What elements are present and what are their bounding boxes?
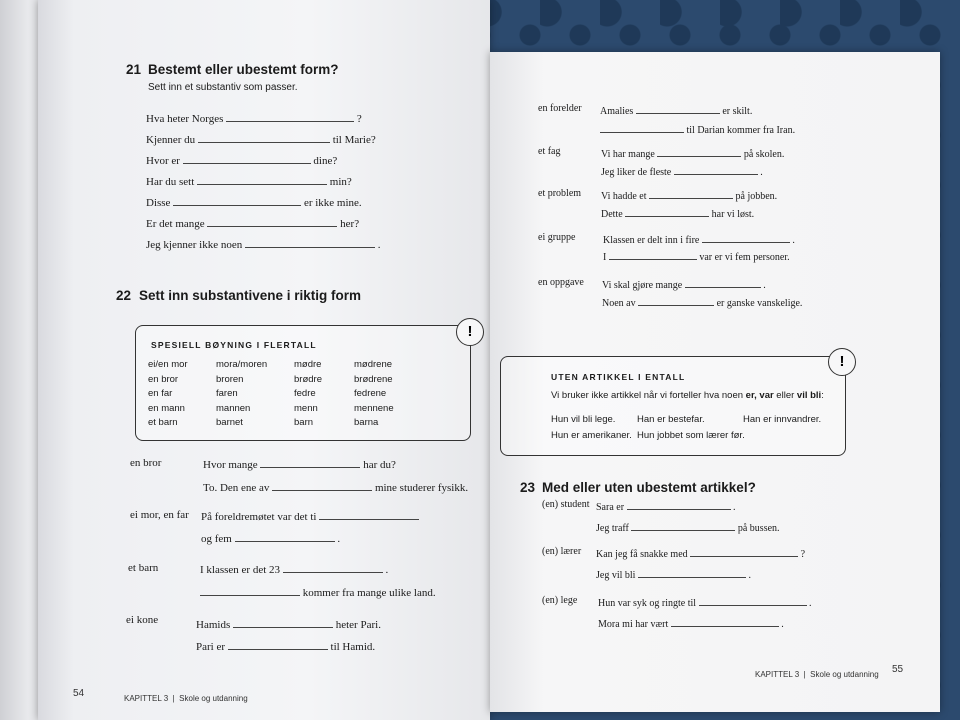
plural-box [135, 325, 471, 441]
right-line: Noen av er ganske vanskelige. [602, 295, 802, 309]
plural-box-title: SPESIELL BØYNING I FLERTALL [151, 340, 317, 350]
ex21-number: 21 [126, 62, 142, 77]
article-box-rule: Vi bruker ikke artikkel når vi forteller hva noen er, var eller vil bli: [551, 390, 824, 401]
box-cell: faren [216, 388, 238, 399]
ex22-word: et barn [128, 562, 159, 574]
article-box-title: UTEN ARTIKKEL I ENTALL [551, 372, 686, 382]
box-cell: ei/en mor [148, 359, 188, 370]
box-cell: mannen [216, 403, 251, 414]
ex22-line: I klassen er det 23 . [200, 564, 389, 576]
box-cell: brødrene [354, 374, 393, 385]
right-line: Vi har mange på skolen. [601, 146, 784, 160]
article-example: Han er bestefar. [637, 414, 705, 425]
footer-left: KAPITTEL 3 | Skole og utdanning [124, 694, 248, 703]
left-page [38, 0, 490, 720]
ex22-line: Pari er til Hamid. [196, 641, 376, 653]
right-line: Amalies er skilt. [600, 103, 752, 117]
box-cell: mødrene [354, 359, 393, 370]
article-example: Hun jobbet som lærer før. [637, 430, 745, 441]
ex21-instruction: Sett inn et substantiv som passer. [148, 82, 298, 93]
ex21-line: Har du sett min? [146, 176, 352, 188]
box-cell: mennene [354, 403, 394, 414]
ex22-word: ei kone [126, 614, 159, 626]
box-cell: en mann [148, 403, 185, 414]
right-line: Vi hadde et på jobben. [601, 188, 777, 202]
ex21-line: Jeg kjenner ikke noen . [146, 239, 381, 251]
box-cell: barna [354, 417, 379, 428]
footer-right: KAPITTEL 3 | Skole og utdanning [755, 670, 879, 679]
right-line: Klassen er delt inn i fire . [603, 232, 795, 246]
ex23-line: Kan jeg få snakke med ? [596, 546, 805, 560]
ex23-line: Sara er . [596, 499, 736, 513]
right-word: et problem [538, 188, 582, 199]
ex22-line: og fem . [201, 533, 341, 545]
ex22-line: kommer fra mange ulike land. [200, 585, 436, 599]
box-cell: mødre [294, 359, 322, 370]
box-cell: fedrene [354, 388, 387, 399]
ex21-line: Disse er ikke mine. [146, 197, 362, 209]
ex23-line: Hun var syk og ringte til . [598, 595, 812, 609]
ex23-word: (en) lege [542, 595, 578, 606]
box-cell: menn [294, 403, 318, 414]
right-line: Dette har vi løst. [601, 206, 754, 220]
article-example: Hun vil bli lege. [551, 414, 616, 425]
box-cell: barn [294, 417, 314, 428]
right-line: I var er vi fem personer. [603, 249, 790, 263]
ex22-number: 22 [116, 288, 132, 303]
box-cell: et barn [148, 417, 178, 428]
article-example: Han er innvandrer. [743, 414, 822, 425]
ex21-line: Hvor er dine? [146, 155, 338, 167]
article-example: Hun er amerikaner. [551, 430, 632, 441]
ex22-word: en bror [130, 457, 162, 469]
ex21-line: Hva heter Norges ? [146, 113, 362, 125]
right-page [490, 52, 940, 712]
box-cell: brødre [294, 374, 322, 385]
exclamation-icon: ! [456, 318, 484, 346]
box-cell: en bror [148, 374, 179, 385]
box-cell: mora/moren [216, 359, 268, 370]
right-line: Jeg liker de fleste . [601, 164, 763, 178]
ex22-line: På foreldremøtet var det ti [201, 509, 419, 523]
right-word: en forelder [538, 103, 582, 114]
right-word: ei gruppe [538, 232, 576, 243]
ex23-line: Mora mi har vært . [598, 616, 784, 630]
ex21-title: Bestemt eller ubestemt form? [148, 62, 339, 77]
page-number-left: 54 [73, 688, 85, 699]
box-cell: en far [148, 388, 173, 399]
ex22-line: Hvor mange har du? [203, 459, 396, 471]
right-word: et fag [538, 146, 561, 157]
ex23-word: (en) student [542, 499, 590, 510]
ex23-title: Med eller uten ubestemt artikkel? [542, 480, 756, 495]
page-number-right: 55 [892, 664, 904, 675]
ex21-line: Kjenner du til Marie? [146, 134, 376, 146]
ex21-line: Er det mange her? [146, 218, 360, 230]
ex23-line: Jeg traff på bussen. [596, 520, 780, 534]
box-cell: barnet [216, 417, 243, 428]
ex23-line: Jeg vil bli . [596, 567, 751, 581]
box-cell: broren [216, 374, 244, 385]
exclamation-icon: ! [828, 348, 856, 376]
ex22-title: Sett inn substantivene i riktig form [139, 288, 362, 303]
ex23-word: (en) lærer [542, 546, 582, 557]
ex22-line: Hamids heter Pari. [196, 619, 381, 631]
ex23-number: 23 [520, 480, 536, 495]
right-line: til Darian kommer fra Iran. [600, 122, 795, 136]
ex22-line: To. Den ene av mine studerer fysikk. [203, 482, 469, 494]
right-line: Vi skal gjøre mange . [602, 277, 766, 291]
article-box [500, 356, 846, 456]
right-word: en oppgave [538, 277, 584, 288]
box-cell: fedre [294, 388, 316, 399]
ex22-word: ei mor, en far [130, 509, 189, 521]
